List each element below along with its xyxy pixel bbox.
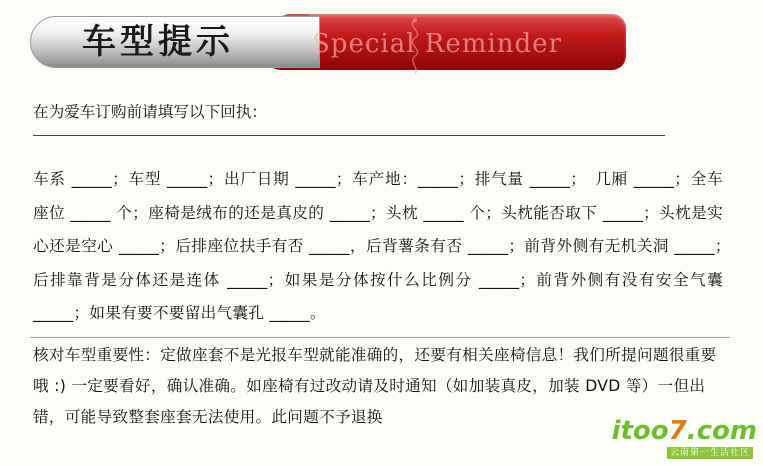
form-intro: 在为爱车订购前请填写以下回执：: [33, 103, 267, 121]
header-banner: [30, 14, 626, 70]
page-title: 车型提示: [82, 22, 234, 62]
header-subtitle: Special Reminder: [312, 29, 562, 59]
watermark-brand-prefix: itoo: [611, 416, 669, 446]
watermark-brand-seven: 7: [668, 416, 687, 446]
ornament-icon: [400, 16, 430, 76]
form-body: 车系 _____；车型 _____；出厂日期 _____；车产地：_____；排气量 _____； 几厢 _____；全车座位 _____ 个；座椅是绒布的还是真皮的 _____；头枕 _____ 个；头枕能否取下 _____；头枕是实心还是空心 _____；后排座位扶手有否 _____，后背薯条有否 _____；前背外侧有无机关洞 _____； 后排靠背是分体还是连体 _____；如果是分体按什么比例分 _____；前背外侧有没有安全气囊 _____；如果有要不要留出气囊孔 _____。: [33, 170, 755, 322]
section-divider: [30, 337, 730, 338]
site-watermark: [611, 416, 757, 462]
importance-note: 核对车型重要性：定做座套不是光报车型就能准确的，还要有相关座椅信息！我们所提问题很重要哦 :) 一定要看好，确认准确。如座椅有过改动请及时通知（如加装真皮，加装 DVD 等）一但出错，可能导致整套座套无法使用。此问题不予退换: [33, 345, 717, 426]
watermark-tagline: 云南第一生活社区: [667, 447, 753, 459]
watermark-brand-suffix: .com: [686, 416, 757, 446]
watermark-logo: [612, 416, 757, 446]
form-rule: [33, 135, 665, 137]
